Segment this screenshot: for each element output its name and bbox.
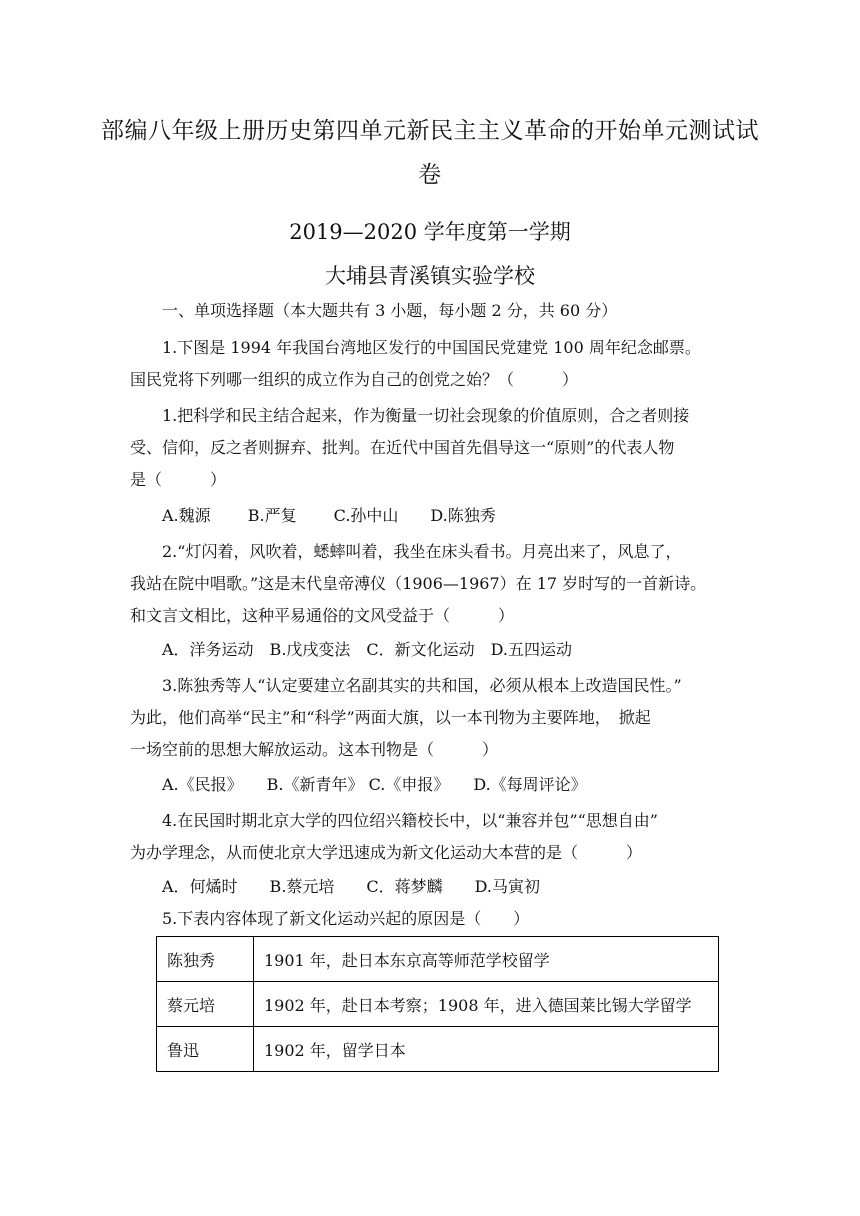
table-cell-detail: 1902 年，赴日本考察；1908 年，进入德国莱比锡大学留学	[254, 982, 719, 1027]
exam-title-line1: 部编八年级上册历史第四单元新民主主义革命的开始单元测试试	[101, 118, 759, 144]
question-4-line2: 为办学理念，从而使北京大学迅速成为新文化运动大本营的是（ ）	[130, 843, 643, 862]
question-3-options: A.《民报》 B.《新青年》 C.《申报》 D.《每周评论》	[162, 775, 587, 794]
question-4-line1: 4.在民国时期北京大学的四位绍兴籍校长中，以“兼容并包”“思想自由”	[162, 811, 658, 830]
section-heading: 一、单项选择题（本大题共有 3 小题，每小题 2 分，共 60 分）	[162, 301, 618, 320]
table-row	[157, 937, 719, 982]
question-2-line3: 和文言文相比，这种平易通俗的文风受益于（ ）	[130, 606, 515, 625]
question-5-line1: 5.下表内容体现了新文化运动兴起的原因是（ ）	[162, 909, 530, 928]
table-cell-name: 陈独秀	[157, 937, 254, 982]
table-cell-detail: 1902 年，留学日本	[254, 1027, 719, 1072]
question-1-line1: 1.把科学和民主结合起来，作为衡量一切社会现象的价值原则，合之者则接	[162, 406, 690, 425]
question-1-options: A.魏源 B.严复 C.孙中山 D.陈独秀	[162, 506, 496, 525]
school-term: 2019—2020 学年度第一学期	[289, 220, 571, 244]
table-row	[157, 982, 719, 1027]
table-row	[157, 1027, 719, 1072]
exam-title-line2: 卷	[418, 162, 442, 188]
table-cell-detail: 1901 年，赴日本东京高等师范学校留学	[254, 937, 719, 982]
table-cell-name: 鲁迅	[157, 1027, 254, 1072]
question-stamp-line2: 国民党将下列哪一组织的成立作为自己的创党之始？（ ）	[130, 370, 579, 389]
question-3-line1: 3.陈独秀等人“认定要建立名副其实的共和国，必须从根本上改造国民性。”	[162, 676, 682, 695]
question-4-options: A．何燏时 B.蔡元培 C．蒋梦麟 D.马寅初	[162, 877, 540, 896]
question-2-options: A．洋务运动 B.戊戌变法 C．新文化运动 D.五四运动	[162, 640, 572, 659]
question-1-line3: 是（ ）	[130, 470, 227, 489]
question-3-line2: 为此，他们高举“民主”和“科学”两面大旗，以一本刊物为主要阵地， 掀起	[130, 708, 651, 727]
question-stamp-line1: 1.下图是 1994 年我国台湾地区发行的中国国民党建党 100 周年纪念邮票。	[162, 338, 701, 357]
school-name: 大埔县青溪镇实验学校	[325, 264, 535, 288]
question-2-line2: 我站在院中唱歌。”这是末代皇帝溥仪（1906—1967）在 17 岁时写的一首新诗。	[130, 574, 707, 593]
question-1-line2: 受、信仰，反之者则摒弃、批判。在近代中国首先倡导这一“原则”的代表人物	[130, 438, 675, 457]
table-cell-name: 蔡元培	[157, 982, 254, 1027]
question-3-line3: 一场空前的思想大解放运动。这本刊物是（ ）	[130, 740, 499, 759]
study-abroad-table	[156, 936, 719, 1072]
question-2-line1: 2.“灯闪着，风吹着，蟋蟀叫着，我坐在床头看书。月亮出来了，风息了，	[162, 542, 682, 561]
